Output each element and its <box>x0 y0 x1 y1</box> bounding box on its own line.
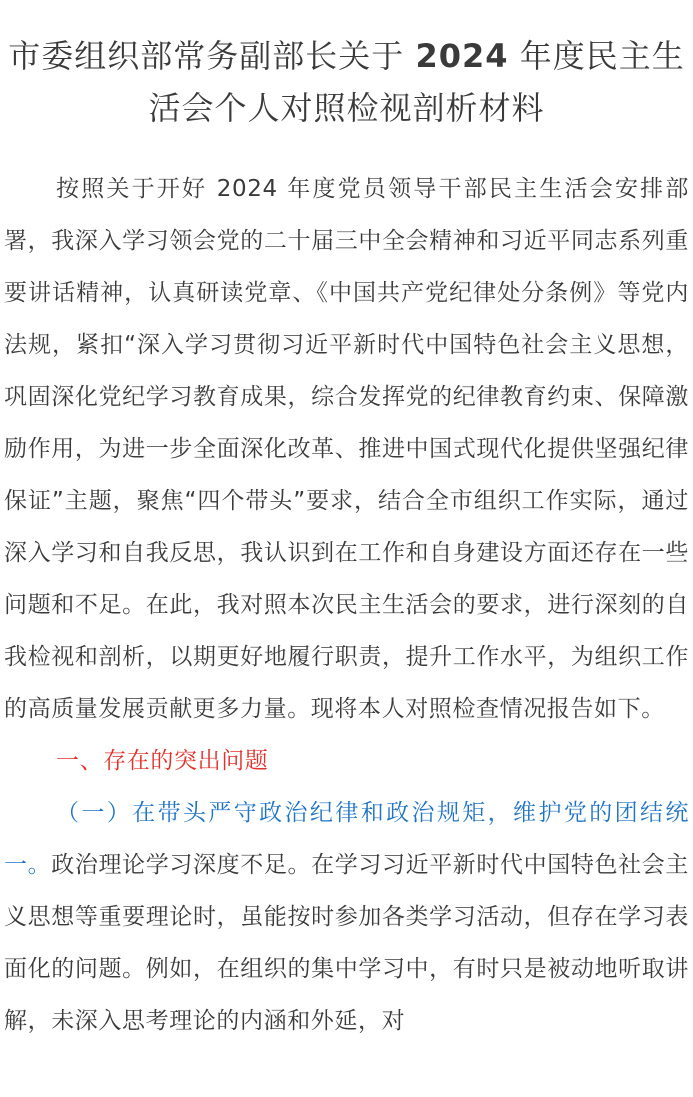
subsection-text: 政治理论学习深度不足。在学习习近平新时代中国特色社会主义思想等重要理论时，虽能按时参加各类学习活动，但存在学习表面化的问题。例如，在组织的集中学习中，有时只是被动地听取讲解，未深入思考理论的内涵和外延，对 <box>4 852 690 1034</box>
title-part2: 年度民主生活会个人对照检视剖析材料 <box>148 37 685 127</box>
section-heading-problems: 一、存在的突出问题 <box>56 748 269 774</box>
subsection-heading-political-discipline: （一）在带头严守政治纪律和政治规矩，维护党的团结统一。 <box>4 800 689 878</box>
intro-paragraph: 按照关于开好 2024 年度党员领导干部民主生活会安排部署，我深入学习领会党的二十届三中全会精神和习近平同志系列重要讲话精神，认真研读党章、《中国共产党纪律处分条例》等党内法规，紧扣“深入学习贯彻习近平新时代中国特色社会主义思想，巩固深化党纪学习教育成果，综合发挥党的纪律教育约束、保障激励作用，为进一步全面深化改革、推进中国式现代化提供坚强纪律保证”主题，聚焦“四个带头”要求，结合全市组织工作实际，通过深入学习和自我反思，我认识到在工作和自身建设方面还存在一些问题和不足。在此，我对照本次民主生活会的要求，进行深刻的自我检视和剖析，以期更好地履行职责，提升工作水平，为组织工作的高质量发展贡献更多力量。现将本人对照检查情况报告如下。 <box>4 176 689 722</box>
document-title <box>4 0 689 134</box>
document-body <box>4 163 689 1047</box>
title-part1: 市委组织部常务副部长关于 <box>8 37 416 75</box>
title-year: 2024 <box>415 37 509 75</box>
subsection-paragraph <box>4 787 689 1047</box>
